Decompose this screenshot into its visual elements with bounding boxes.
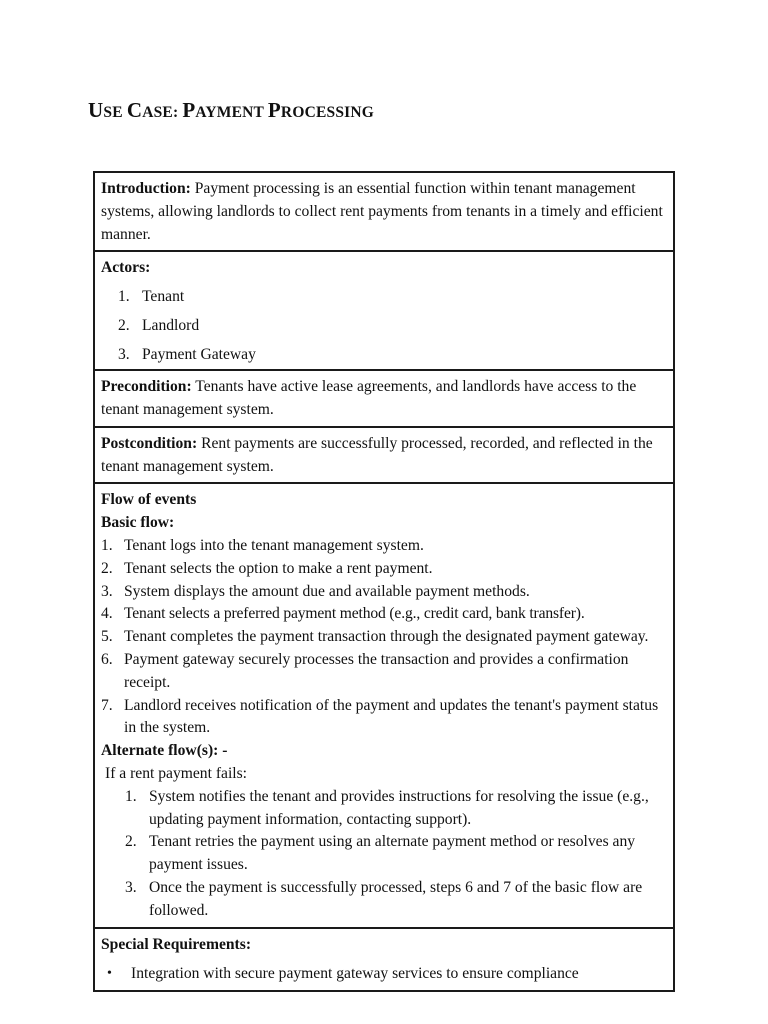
list-number: 1. xyxy=(118,288,130,306)
precondition-label: Precondition: xyxy=(101,378,192,396)
title-text: ASE: xyxy=(142,104,183,121)
basic-flow-step xyxy=(101,535,667,558)
title-text: ROCESSING xyxy=(280,104,375,121)
list-number: 2. xyxy=(101,559,113,577)
step-text: Tenant completes the payment transaction through the designated payment gateway. xyxy=(124,628,649,646)
actor-name: Landlord xyxy=(142,317,200,335)
actor-name: Payment Gateway xyxy=(142,346,256,364)
list-number: 3. xyxy=(101,582,113,600)
flow-of-events-cell xyxy=(95,482,673,926)
title-text: SE xyxy=(103,104,127,121)
actor-name: Tenant xyxy=(142,288,185,306)
actors-list xyxy=(101,282,667,369)
basic-flow-step xyxy=(101,558,667,581)
actors-cell xyxy=(95,250,673,369)
precondition-cell xyxy=(95,369,673,426)
title-initial: C xyxy=(126,98,143,122)
special-requirements-cell xyxy=(95,927,673,990)
step-text: Once the payment is successfully processed, steps 6 and 7 of the basic flow are followed. xyxy=(149,878,643,919)
step-text: Tenant selects the option to make a rent payment. xyxy=(124,559,433,577)
bullet-icon: • xyxy=(107,966,112,982)
flow-heading: Flow of events xyxy=(101,491,197,509)
list-number: 1. xyxy=(125,787,137,805)
step-text: Tenant selects a preferred payment method (e.g., credit card, bank transfer). xyxy=(124,605,585,623)
title-text: AYMENT xyxy=(195,104,268,121)
list-number: 7. xyxy=(101,696,113,714)
basic-flow-step xyxy=(101,695,667,741)
precondition-text: Tenants have active lease agreements, and landlords have access to the tenant management system. xyxy=(101,378,637,418)
title-initial: U xyxy=(88,98,104,122)
postcondition-text: Rent payments are successfully processed, recorded, and reflected in the tenant management system. xyxy=(101,434,653,475)
list-number: 4. xyxy=(101,605,113,623)
introduction-cell xyxy=(95,173,673,250)
title-initial: P xyxy=(182,98,196,122)
actor-item xyxy=(101,340,667,369)
step-text: Landlord receives notification of the payment and updates the tenant's payment status in the system. xyxy=(124,696,659,737)
list-number: 6. xyxy=(101,650,113,668)
requirement-text: Integration with secure payment gateway services to ensure compliance xyxy=(131,965,579,983)
actor-item xyxy=(101,282,667,311)
special-requirements-label: Special Requirements: xyxy=(101,935,252,953)
basic-flow-label: Basic flow: xyxy=(101,514,175,532)
requirement-item xyxy=(101,963,667,986)
actors-label: Actors: xyxy=(101,259,151,277)
postcondition-label: Postcondition: xyxy=(101,434,198,452)
alternate-flow-intro: If a rent payment fails: xyxy=(105,764,248,782)
postcondition-cell xyxy=(95,426,673,483)
basic-flow-step xyxy=(101,626,667,649)
step-text: System notifies the tenant and provides instructions for resolving the issue (e.g., updating payment information, contacting support). xyxy=(149,787,649,828)
basic-flow-step xyxy=(101,581,667,604)
basic-flow-step xyxy=(101,649,667,695)
list-number: 1. xyxy=(101,536,113,554)
introduction-label: Introduction: xyxy=(101,180,191,197)
alternate-flow-step xyxy=(101,786,667,832)
step-text: Tenant logs into the tenant management system. xyxy=(124,536,424,554)
alternate-flow-step xyxy=(101,877,667,923)
list-number: 2. xyxy=(125,833,137,851)
basic-flow-step xyxy=(101,603,667,626)
use-case-table xyxy=(93,171,675,992)
step-text: Payment gateway securely processes the transaction and provides a confirmation receipt. xyxy=(124,650,629,691)
title-initial: P xyxy=(267,98,281,122)
introduction-text: Payment processing is an essential function within tenant management systems, allowing landlords to collect rent payments from tenants in a timely and efficient manner. xyxy=(101,180,663,243)
step-text: Tenant retries the payment using an alternate payment method or resolves any payment issues. xyxy=(149,833,636,874)
list-number: 5. xyxy=(101,628,113,646)
alternate-flow-step xyxy=(101,831,667,877)
list-number: 2. xyxy=(118,317,130,335)
list-number: 3. xyxy=(118,346,130,364)
list-number: 3. xyxy=(125,878,137,896)
alternate-flow-label: Alternate flow(s): - xyxy=(101,742,228,760)
step-text: System displays the amount due and available payment methods. xyxy=(124,582,530,600)
page-title xyxy=(88,98,374,123)
actor-item xyxy=(101,311,667,340)
